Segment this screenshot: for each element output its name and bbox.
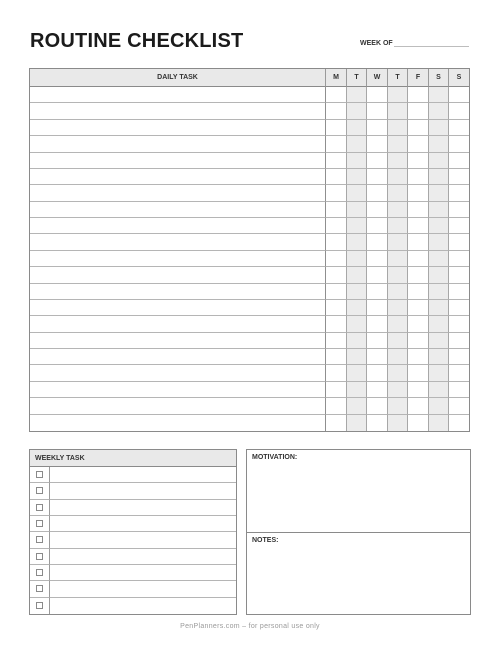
day-check-cell[interactable] xyxy=(429,136,449,152)
weekly-task-line[interactable] xyxy=(50,581,236,597)
notes-box[interactable] xyxy=(246,532,471,615)
day-check-cell[interactable] xyxy=(347,185,367,201)
day-check-cell[interactable] xyxy=(388,382,408,398)
notes-label: NOTES: xyxy=(252,537,279,544)
day-check-cell[interactable] xyxy=(408,382,429,398)
day-check-cell[interactable] xyxy=(388,120,408,136)
motivation-box[interactable] xyxy=(246,449,471,533)
checkbox[interactable] xyxy=(36,553,43,560)
day-check-cell[interactable] xyxy=(367,398,388,414)
day-check-cell[interactable] xyxy=(326,251,347,267)
weekly-task-line[interactable] xyxy=(50,598,236,614)
day-check-cell[interactable] xyxy=(449,136,469,152)
page-title: ROUTINE CHECKLIST xyxy=(30,30,244,52)
day-check-cell[interactable] xyxy=(408,333,429,349)
checkbox[interactable] xyxy=(36,520,43,527)
day-check-cell[interactable] xyxy=(326,316,347,332)
day-check-cell[interactable] xyxy=(449,300,469,316)
day-check-cell[interactable] xyxy=(326,349,347,365)
daily-task-cell[interactable] xyxy=(30,234,326,250)
day-check-cell[interactable] xyxy=(408,300,429,316)
day-check-cell[interactable] xyxy=(429,120,449,136)
day-check-cell[interactable] xyxy=(347,120,367,136)
day-check-cell[interactable] xyxy=(326,365,347,381)
day-check-cell[interactable] xyxy=(449,349,469,365)
day-check-cell[interactable] xyxy=(367,218,388,234)
day-check-cell[interactable] xyxy=(449,251,469,267)
day-check-cell[interactable] xyxy=(326,153,347,169)
motivation-label: MOTIVATION: xyxy=(252,454,298,461)
day-check-cell[interactable] xyxy=(408,202,429,218)
day-check-cell[interactable] xyxy=(347,153,367,169)
day-check-cell[interactable] xyxy=(326,284,347,300)
checkbox[interactable] xyxy=(36,471,43,478)
day-check-cell[interactable] xyxy=(347,218,367,234)
daily-task-cell[interactable] xyxy=(30,349,326,365)
day-check-cell[interactable] xyxy=(367,87,388,103)
day-check-cell[interactable] xyxy=(367,103,388,119)
day-check-cell[interactable] xyxy=(388,218,408,234)
day-check-cell[interactable] xyxy=(429,316,449,332)
weekly-task-line[interactable] xyxy=(50,532,236,548)
day-check-cell[interactable] xyxy=(408,365,429,381)
weekly-task-table xyxy=(29,449,237,615)
day-check-cell[interactable] xyxy=(326,398,347,414)
day-check-cell[interactable] xyxy=(388,415,408,431)
day-check-cell[interactable] xyxy=(388,153,408,169)
day-check-cell[interactable] xyxy=(388,365,408,381)
day-check-cell[interactable] xyxy=(388,333,408,349)
daily-task-cell[interactable] xyxy=(30,153,326,169)
daily-task-cell[interactable] xyxy=(30,87,326,103)
weekly-task-line[interactable] xyxy=(50,500,236,516)
day-check-cell[interactable] xyxy=(388,169,408,185)
footer-credit: PenPlanners.com – for personal use only xyxy=(180,623,320,630)
day-check-cell[interactable] xyxy=(429,382,449,398)
day-check-cell[interactable] xyxy=(367,382,388,398)
weekly-checkbox-cell xyxy=(30,581,50,597)
day-check-cell[interactable] xyxy=(326,185,347,201)
day-check-cell[interactable] xyxy=(347,415,367,431)
week-of-label: WEEK OF xyxy=(360,40,393,47)
checkbox[interactable] xyxy=(36,602,43,609)
day-check-cell[interactable] xyxy=(449,87,469,103)
weekly-checkbox-cell xyxy=(30,500,50,516)
daily-task-cell[interactable] xyxy=(30,267,326,283)
day-check-cell[interactable] xyxy=(449,103,469,119)
daily-task-cell[interactable] xyxy=(30,415,326,431)
day-check-cell[interactable] xyxy=(429,218,449,234)
day-check-cell[interactable] xyxy=(449,234,469,250)
day-check-cell[interactable] xyxy=(388,87,408,103)
day-check-cell[interactable] xyxy=(429,87,449,103)
day-check-cell[interactable] xyxy=(347,202,367,218)
daily-task-cell[interactable] xyxy=(30,284,326,300)
day-check-cell[interactable] xyxy=(347,333,367,349)
day-check-cell[interactable] xyxy=(429,365,449,381)
day-check-cell[interactable] xyxy=(408,153,429,169)
day-check-cell[interactable] xyxy=(429,169,449,185)
daily-task-cell[interactable] xyxy=(30,120,326,136)
day-check-cell[interactable] xyxy=(367,415,388,431)
day-check-cell[interactable] xyxy=(347,365,367,381)
day-check-cell[interactable] xyxy=(429,234,449,250)
daily-task-cell[interactable] xyxy=(30,202,326,218)
day-check-cell[interactable] xyxy=(347,398,367,414)
day-check-cell[interactable] xyxy=(429,103,449,119)
day-check-cell[interactable] xyxy=(326,87,347,103)
day-header-wednesday: W xyxy=(367,69,388,87)
day-check-cell[interactable] xyxy=(388,349,408,365)
day-check-cell[interactable] xyxy=(449,365,469,381)
day-check-cell[interactable] xyxy=(347,136,367,152)
weekly-task-line[interactable] xyxy=(50,516,236,532)
daily-task-cell[interactable] xyxy=(30,169,326,185)
weekly-checkbox-cell xyxy=(30,532,50,548)
checkbox[interactable] xyxy=(36,569,43,576)
day-header-sunday: S xyxy=(449,69,469,87)
daily-task-cell[interactable] xyxy=(30,316,326,332)
week-of-line[interactable] xyxy=(394,39,469,47)
day-check-cell[interactable] xyxy=(449,169,469,185)
day-check-cell[interactable] xyxy=(408,284,429,300)
daily-task-cell[interactable] xyxy=(30,382,326,398)
day-check-cell[interactable] xyxy=(388,300,408,316)
day-check-cell[interactable] xyxy=(449,382,469,398)
day-check-cell[interactable] xyxy=(388,103,408,119)
day-check-cell[interactable] xyxy=(388,136,408,152)
day-check-cell[interactable] xyxy=(429,251,449,267)
day-check-cell[interactable] xyxy=(449,267,469,283)
day-check-cell[interactable] xyxy=(449,185,469,201)
day-check-cell[interactable] xyxy=(367,333,388,349)
day-check-cell[interactable] xyxy=(326,415,347,431)
day-check-cell[interactable] xyxy=(449,202,469,218)
day-check-cell[interactable] xyxy=(326,136,347,152)
daily-task-cell[interactable] xyxy=(30,365,326,381)
day-check-cell[interactable] xyxy=(367,349,388,365)
day-check-cell[interactable] xyxy=(347,267,367,283)
day-check-cell[interactable] xyxy=(326,267,347,283)
day-check-cell[interactable] xyxy=(388,251,408,267)
day-check-cell[interactable] xyxy=(347,300,367,316)
day-check-cell[interactable] xyxy=(429,185,449,201)
day-check-cell[interactable] xyxy=(326,218,347,234)
day-check-cell[interactable] xyxy=(408,234,429,250)
day-check-cell[interactable] xyxy=(429,349,449,365)
day-check-cell[interactable] xyxy=(367,202,388,218)
day-check-cell[interactable] xyxy=(388,398,408,414)
day-check-cell[interactable] xyxy=(367,153,388,169)
day-check-cell[interactable] xyxy=(449,153,469,169)
day-check-cell[interactable] xyxy=(326,382,347,398)
daily-task-cell[interactable] xyxy=(30,136,326,152)
day-check-cell[interactable] xyxy=(367,136,388,152)
checkbox[interactable] xyxy=(36,536,43,543)
daily-task-cell[interactable] xyxy=(30,398,326,414)
day-check-cell[interactable] xyxy=(408,136,429,152)
day-check-cell[interactable] xyxy=(408,87,429,103)
day-check-cell[interactable] xyxy=(429,398,449,414)
daily-task-table xyxy=(29,68,470,432)
day-check-cell[interactable] xyxy=(388,202,408,218)
weekly-task-header: WEEKLY TASK xyxy=(30,450,236,467)
day-check-cell[interactable] xyxy=(429,333,449,349)
weekly-task-line[interactable] xyxy=(50,483,236,499)
weekly-task-line[interactable] xyxy=(50,565,236,581)
day-header-friday: F xyxy=(408,69,429,87)
day-check-cell[interactable] xyxy=(367,300,388,316)
weekly-task-line[interactable] xyxy=(50,467,236,483)
day-check-cell[interactable] xyxy=(408,103,429,119)
daily-task-header: DAILY TASK xyxy=(30,69,326,87)
day-check-cell[interactable] xyxy=(367,251,388,267)
day-check-cell[interactable] xyxy=(449,333,469,349)
daily-task-cell[interactable] xyxy=(30,103,326,119)
checkbox[interactable] xyxy=(36,585,43,592)
day-check-cell[interactable] xyxy=(367,120,388,136)
day-check-cell[interactable] xyxy=(449,284,469,300)
day-check-cell[interactable] xyxy=(408,185,429,201)
day-check-cell[interactable] xyxy=(347,349,367,365)
weekly-checkbox-cell xyxy=(30,516,50,532)
day-check-cell[interactable] xyxy=(449,316,469,332)
day-header-monday: M xyxy=(326,69,347,87)
day-check-cell[interactable] xyxy=(367,316,388,332)
day-check-cell[interactable] xyxy=(408,398,429,414)
day-check-cell[interactable] xyxy=(408,251,429,267)
day-check-cell[interactable] xyxy=(326,333,347,349)
day-check-cell[interactable] xyxy=(326,120,347,136)
week-of-field xyxy=(360,39,469,47)
day-check-cell[interactable] xyxy=(347,316,367,332)
day-check-cell[interactable] xyxy=(388,234,408,250)
day-check-cell[interactable] xyxy=(429,267,449,283)
day-check-cell[interactable] xyxy=(367,234,388,250)
day-check-cell[interactable] xyxy=(367,169,388,185)
day-check-cell[interactable] xyxy=(347,284,367,300)
day-check-cell[interactable] xyxy=(326,300,347,316)
day-check-cell[interactable] xyxy=(429,284,449,300)
weekly-checkbox-cell xyxy=(30,483,50,499)
day-check-cell[interactable] xyxy=(449,120,469,136)
weekly-checkbox-cell xyxy=(30,467,50,483)
day-check-cell[interactable] xyxy=(367,365,388,381)
day-check-cell[interactable] xyxy=(347,382,367,398)
weekly-checkbox-cell xyxy=(30,598,50,614)
day-check-cell[interactable] xyxy=(429,153,449,169)
day-check-cell[interactable] xyxy=(408,267,429,283)
day-header-thursday: T xyxy=(388,69,408,87)
day-check-cell[interactable] xyxy=(347,251,367,267)
day-check-cell[interactable] xyxy=(388,267,408,283)
day-check-cell[interactable] xyxy=(449,415,469,431)
day-check-cell[interactable] xyxy=(449,218,469,234)
day-check-cell[interactable] xyxy=(408,316,429,332)
daily-task-cell[interactable] xyxy=(30,185,326,201)
day-check-cell[interactable] xyxy=(347,169,367,185)
day-check-cell[interactable] xyxy=(408,169,429,185)
weekly-checkbox-cell xyxy=(30,565,50,581)
daily-task-cell[interactable] xyxy=(30,333,326,349)
day-check-cell[interactable] xyxy=(367,267,388,283)
day-check-cell[interactable] xyxy=(347,234,367,250)
day-check-cell[interactable] xyxy=(326,169,347,185)
day-check-cell[interactable] xyxy=(367,185,388,201)
weekly-task-line[interactable] xyxy=(50,549,236,565)
day-check-cell[interactable] xyxy=(347,87,367,103)
day-check-cell[interactable] xyxy=(408,120,429,136)
checkbox[interactable] xyxy=(36,487,43,494)
day-check-cell[interactable] xyxy=(367,284,388,300)
day-check-cell[interactable] xyxy=(388,185,408,201)
checkbox[interactable] xyxy=(36,504,43,511)
day-check-cell[interactable] xyxy=(408,415,429,431)
weekly-checkbox-cell xyxy=(30,549,50,565)
day-check-cell[interactable] xyxy=(326,103,347,119)
day-check-cell[interactable] xyxy=(449,398,469,414)
day-check-cell[interactable] xyxy=(429,415,449,431)
day-check-cell[interactable] xyxy=(347,103,367,119)
day-check-cell[interactable] xyxy=(429,202,449,218)
day-check-cell[interactable] xyxy=(326,202,347,218)
day-check-cell[interactable] xyxy=(388,284,408,300)
daily-task-cell[interactable] xyxy=(30,218,326,234)
day-header-saturday: S xyxy=(429,69,449,87)
day-header-tuesday: T xyxy=(347,69,367,87)
daily-task-cell[interactable] xyxy=(30,251,326,267)
day-check-cell[interactable] xyxy=(326,234,347,250)
daily-task-cell[interactable] xyxy=(30,300,326,316)
day-check-cell[interactable] xyxy=(429,300,449,316)
day-check-cell[interactable] xyxy=(408,218,429,234)
day-check-cell[interactable] xyxy=(388,316,408,332)
day-check-cell[interactable] xyxy=(408,349,429,365)
